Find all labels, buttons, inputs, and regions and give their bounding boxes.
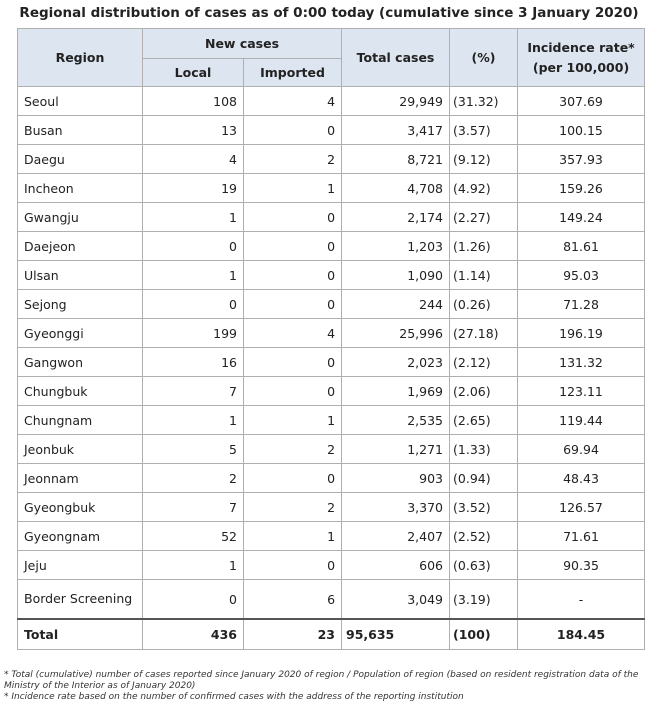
cell-percent: (3.52) <box>450 493 518 522</box>
table-row <box>18 551 645 580</box>
table-row <box>18 348 645 377</box>
header-incidence-line2: (per 100,000) <box>532 59 630 75</box>
cell-local: 13 <box>143 116 244 145</box>
table-row <box>18 435 645 464</box>
cell-percent: (2.12) <box>450 348 518 377</box>
cell-region: Gyeongbuk <box>18 493 143 522</box>
total-label: Total <box>18 619 143 650</box>
cell-total: 903 <box>342 464 450 493</box>
cell-local: 7 <box>143 493 244 522</box>
cell-imported: 0 <box>244 261 342 290</box>
cell-percent: (1.26) <box>450 232 518 261</box>
cell-percent: (9.12) <box>450 145 518 174</box>
cell-local: 52 <box>143 522 244 551</box>
cell-imported: 0 <box>244 377 342 406</box>
cell-total: 4,708 <box>342 174 450 203</box>
cell-local: 108 <box>143 87 244 116</box>
total-incidence: 184.45 <box>518 619 645 650</box>
cell-local: 0 <box>143 290 244 319</box>
table-row <box>18 174 645 203</box>
cell-incidence: - <box>518 580 645 620</box>
cell-local: 1 <box>143 551 244 580</box>
cell-local: 0 <box>143 580 244 620</box>
cell-region: Gyeongnam <box>18 522 143 551</box>
footnote-total: * Total (cumulative) number of cases reported since January 2020 of region / Population of region (based on resident registration data of the Ministry of the Interior as of January 2020) <box>4 670 639 691</box>
cell-incidence: 48.43 <box>518 464 645 493</box>
table-body <box>18 87 645 650</box>
footnotes <box>4 670 654 703</box>
header-percent: (%) <box>450 29 518 87</box>
cell-incidence: 119.44 <box>518 406 645 435</box>
table-row <box>18 377 645 406</box>
cell-region: Gyeonggi <box>18 319 143 348</box>
cell-total: 606 <box>342 551 450 580</box>
cell-imported: 0 <box>244 348 342 377</box>
cell-incidence: 131.32 <box>518 348 645 377</box>
header-incidence-line1: Incidence rate* <box>527 39 635 55</box>
cell-region: Jeonbuk <box>18 435 143 464</box>
cell-region: Busan <box>18 116 143 145</box>
cell-percent: (1.33) <box>450 435 518 464</box>
cell-percent: (2.65) <box>450 406 518 435</box>
cell-total: 3,370 <box>342 493 450 522</box>
table-row <box>18 87 645 116</box>
cell-local: 16 <box>143 348 244 377</box>
table-row <box>18 522 645 551</box>
cell-local: 199 <box>143 319 244 348</box>
cell-local: 0 <box>143 232 244 261</box>
cell-percent: (0.26) <box>450 290 518 319</box>
total-local: 436 <box>143 619 244 650</box>
cell-percent: (2.06) <box>450 377 518 406</box>
cell-incidence: 307.69 <box>518 87 645 116</box>
cell-incidence: 71.28 <box>518 290 645 319</box>
cell-percent: (27.18) <box>450 319 518 348</box>
cell-region: Gangwon <box>18 348 143 377</box>
cell-incidence: 95.03 <box>518 261 645 290</box>
cell-imported: 0 <box>244 551 342 580</box>
cell-incidence: 100.15 <box>518 116 645 145</box>
table-row <box>18 464 645 493</box>
header-region: Region <box>18 29 143 87</box>
cell-region: Jeju <box>18 551 143 580</box>
cell-region: Chungnam <box>18 406 143 435</box>
cell-total: 1,271 <box>342 435 450 464</box>
header-incidence-rate <box>518 29 645 87</box>
cell-imported: 1 <box>244 406 342 435</box>
total-cases: 95,635 <box>342 619 450 650</box>
total-imported: 23 <box>244 619 342 650</box>
cell-incidence: 126.57 <box>518 493 645 522</box>
total-percent: (100) <box>450 619 518 650</box>
cell-incidence: 69.94 <box>518 435 645 464</box>
cell-local: 1 <box>143 203 244 232</box>
cell-imported: 4 <box>244 319 342 348</box>
cell-imported: 0 <box>244 203 342 232</box>
cell-total: 1,090 <box>342 261 450 290</box>
cell-total: 29,949 <box>342 87 450 116</box>
cell-total: 2,535 <box>342 406 450 435</box>
cell-region: Border Screening <box>18 580 143 620</box>
cell-local: 4 <box>143 145 244 174</box>
cell-total: 1,203 <box>342 232 450 261</box>
cell-incidence: 90.35 <box>518 551 645 580</box>
cell-percent: (2.27) <box>450 203 518 232</box>
cell-total: 3,049 <box>342 580 450 620</box>
header-local: Local <box>143 59 244 87</box>
table-row <box>18 232 645 261</box>
cell-incidence: 196.19 <box>518 319 645 348</box>
cell-percent: (4.92) <box>450 174 518 203</box>
cell-total: 8,721 <box>342 145 450 174</box>
cell-incidence: 357.93 <box>518 145 645 174</box>
cell-incidence: 81.61 <box>518 232 645 261</box>
cell-total: 2,023 <box>342 348 450 377</box>
cell-region: Daegu <box>18 145 143 174</box>
table-row <box>18 116 645 145</box>
cell-local: 7 <box>143 377 244 406</box>
cell-imported: 0 <box>244 116 342 145</box>
cell-imported: 6 <box>244 580 342 620</box>
cell-local: 19 <box>143 174 244 203</box>
table-row <box>18 203 645 232</box>
cell-incidence: 149.24 <box>518 203 645 232</box>
table-row <box>18 580 645 620</box>
cell-region: Sejong <box>18 290 143 319</box>
cell-percent: (0.94) <box>450 464 518 493</box>
table-row <box>18 261 645 290</box>
cell-imported: 4 <box>244 87 342 116</box>
cell-region: Incheon <box>18 174 143 203</box>
cell-region: Jeonnam <box>18 464 143 493</box>
cell-local: 5 <box>143 435 244 464</box>
cell-imported: 0 <box>244 232 342 261</box>
cell-incidence: 71.61 <box>518 522 645 551</box>
cell-incidence: 159.26 <box>518 174 645 203</box>
table-row <box>18 319 645 348</box>
cell-region: Gwangju <box>18 203 143 232</box>
cell-percent: (3.57) <box>450 116 518 145</box>
cell-imported: 1 <box>244 522 342 551</box>
footnote-incidence: * Incidence rate based on the number of confirmed cases with the address of the reporting institution <box>4 692 464 702</box>
table-title: Regional distribution of cases as of 0:00 today (cumulative since 3 January 2020) <box>19 5 639 21</box>
cell-total: 25,996 <box>342 319 450 348</box>
cell-region: Ulsan <box>18 261 143 290</box>
cell-percent: (2.52) <box>450 522 518 551</box>
cell-region: Daejeon <box>18 232 143 261</box>
header-total-cases: Total cases <box>342 29 450 87</box>
cell-imported: 1 <box>244 174 342 203</box>
cell-total: 2,174 <box>342 203 450 232</box>
cell-total: 1,969 <box>342 377 450 406</box>
cell-percent: (0.63) <box>450 551 518 580</box>
cell-imported: 2 <box>244 145 342 174</box>
cell-percent: (31.32) <box>450 87 518 116</box>
cell-imported: 2 <box>244 493 342 522</box>
cell-local: 1 <box>143 261 244 290</box>
cell-imported: 0 <box>244 290 342 319</box>
cell-region: Chungbuk <box>18 377 143 406</box>
cell-percent: (3.19) <box>450 580 518 620</box>
cell-local: 1 <box>143 406 244 435</box>
cell-total: 3,417 <box>342 116 450 145</box>
cell-total: 244 <box>342 290 450 319</box>
table-row <box>18 493 645 522</box>
table-row <box>18 406 645 435</box>
cell-region: Seoul <box>18 87 143 116</box>
cell-percent: (1.14) <box>450 261 518 290</box>
header-imported: Imported <box>244 59 342 87</box>
table-row <box>18 145 645 174</box>
cell-incidence: 123.11 <box>518 377 645 406</box>
cell-imported: 0 <box>244 464 342 493</box>
cell-local: 2 <box>143 464 244 493</box>
cell-imported: 2 <box>244 435 342 464</box>
cell-total: 2,407 <box>342 522 450 551</box>
header-new-cases: New cases <box>143 29 342 59</box>
total-row <box>18 619 645 650</box>
table-row <box>18 290 645 319</box>
regional-cases-table <box>17 28 645 650</box>
